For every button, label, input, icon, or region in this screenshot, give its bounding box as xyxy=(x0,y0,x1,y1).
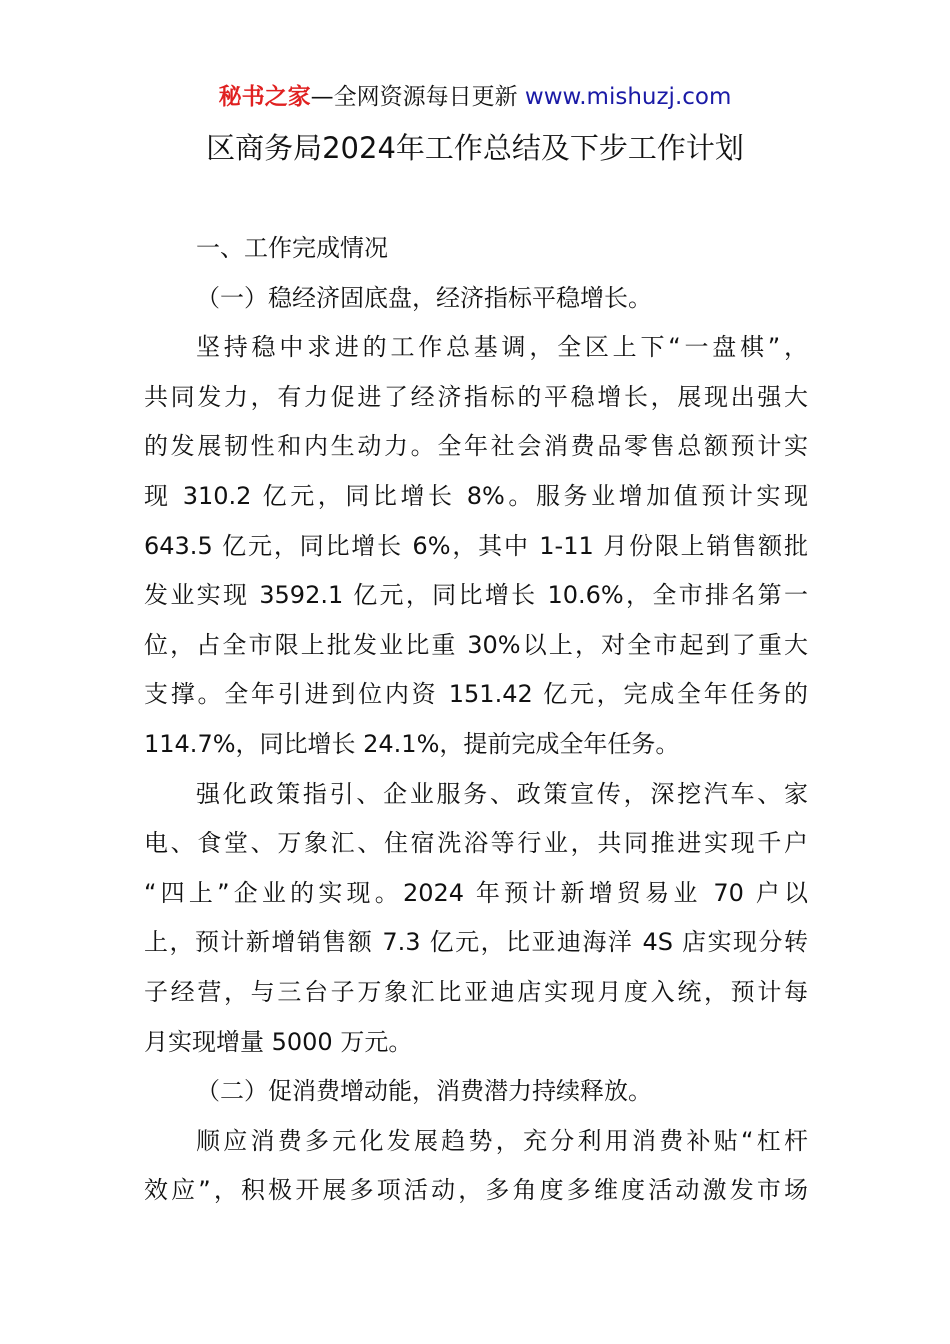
paragraph-line: 子经营，与三台子万象汇比亚迪店实现月度入统，预计每 xyxy=(144,977,808,1006)
paragraph-line: 强化政策指引、企业服务、政策宣传，深挖汽车、家 xyxy=(196,779,808,808)
paragraph-line: 支撑。全年引进到位内资 151.42 亿元，完成全年任务的 xyxy=(144,680,808,709)
paragraph-line: 现 310.2 亿元，同比增长 8%。服务业增加值预计实现 xyxy=(144,481,808,510)
paragraph-line: “四上”企业的实现。2024 年预计新增贸易业 70 户以 xyxy=(144,878,808,907)
paragraph-line: 位，占全市限上批发业比重 30%以上，对全市起到了重大 xyxy=(144,630,808,659)
paragraph-line: 电、食堂、万象汇、住宿洗浴等行业，共同推进实现千户 xyxy=(144,829,808,858)
paragraph-line: 643.5 亿元，同比增长 6%，其中 1-11 月份限上销售额批 xyxy=(144,531,808,560)
site-url-link[interactable]: www.mishuzj.com xyxy=(524,84,732,110)
paragraph-line: 的发展韧性和内生动力。全年社会消费品零售总额预计实 xyxy=(144,432,808,461)
paragraph-line: 共同发力，有力促进了经济指标的平稳增长，展现出强大 xyxy=(144,382,808,411)
section-heading: 一、工作完成情况 xyxy=(196,234,388,262)
header-tagline: —全网资源每日更新 xyxy=(310,84,525,110)
subsection-heading: （二）促消费增动能，消费潜力持续释放。 xyxy=(196,1077,652,1106)
paragraph-line: 114.7%，同比增长 24.1%，提前完成全年任务。 xyxy=(144,729,680,758)
paragraph-line: 坚持稳中求进的工作总基调，全区上下“一盘棋”， xyxy=(196,333,808,362)
paragraph-line: 效应”，积极开展多项活动，多角度多维度活动激发市场 xyxy=(144,1176,808,1205)
document-title: 区商务局2024年工作总结及下步工作计划 xyxy=(206,131,744,165)
document-body xyxy=(144,224,808,1216)
paragraph-line: 发业实现 3592.1 亿元，同比增长 10.6%，全市排名第一 xyxy=(144,581,808,610)
paragraph-line: 上，预计新增销售额 7.3 亿元，比亚迪海洋 4S 店实现分转 xyxy=(144,928,808,957)
brand-name: 秘书之家 xyxy=(218,84,311,110)
paragraph-line: 顺应消费多元化发展趋势，充分利用消费补贴“杠杆 xyxy=(196,1126,808,1155)
paragraph-line: 月实现增量 5000 万元。 xyxy=(144,1027,413,1056)
subsection-heading: （一）稳经济固底盘，经济指标平稳增长。 xyxy=(196,283,652,312)
site-header xyxy=(0,80,950,114)
